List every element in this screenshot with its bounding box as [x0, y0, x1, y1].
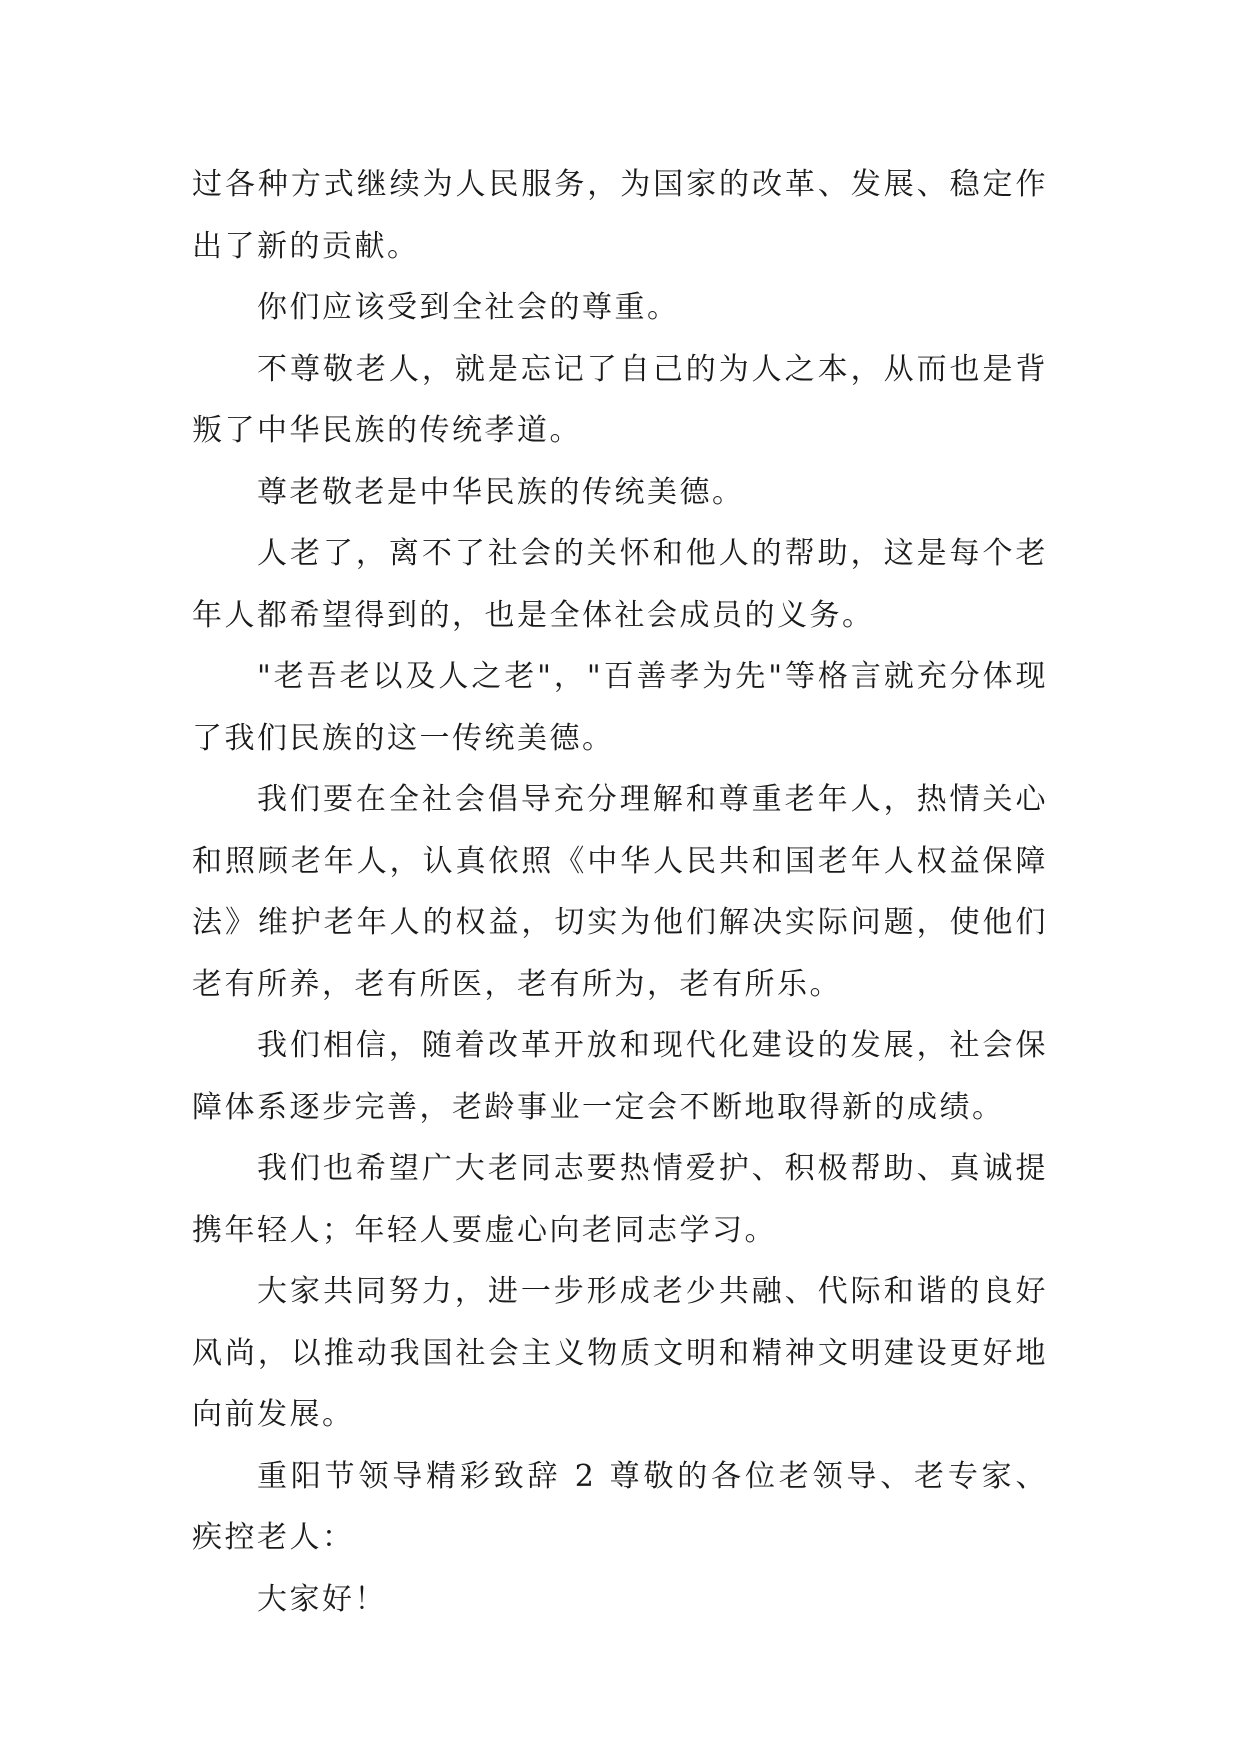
- paragraph: 我们相信，随着改革开放和现代化建设的发展，社会保障体系逐步完善，老龄事业一定会不断地取得新的成绩。: [192, 1028, 1048, 1125]
- paragraph: 尊老敬老是中华民族的传统美德。: [257, 474, 745, 510]
- paragraph: 不尊敬老人，就是忘记了自己的为人之本，从而也是背叛了中华民族的传统孝道。: [192, 351, 1048, 448]
- paragraph: 你们应该受到全社会的尊重。: [257, 290, 680, 325]
- paragraph: 我们也希望广大老同志要热情爱护、积极帮助、真诚提携年轻人；年轻人要虚心向老同志学习。: [192, 1151, 1048, 1248]
- paragraph: 大家共同努力，进一步形成老少共融、代际和谐的良好风尚，以推动我国社会主义物质文明和精神文明建设更好地向前发展。: [192, 1274, 1048, 1432]
- paragraph: 我们要在全社会倡导充分理解和尊重老年人，热情关心和照顾老年人，认真依照《中华人民共和国老年人权益保障法》维护老年人的权益，切实为他们解决实际问题，使他们老有所养，老有所医，老有所为，老有所乐。: [192, 782, 1048, 1002]
- paragraph-continuation: 过各种方式继续为人民服务，为国家的改革、发展、稳定作出了新的贡献。: [192, 167, 1048, 264]
- paragraph: "老吾老以及人之老"，"百善孝为先"等格言就充分体现了我们民族的这一传统美德。: [192, 659, 1048, 756]
- greeting: 大家好！: [257, 1581, 387, 1617]
- paragraph-heading: 重阳节领导精彩致辞 2 尊敬的各位老领导、老专家、疾控老人：: [192, 1458, 1048, 1555]
- paragraph: 人老了，离不了社会的关怀和他人的帮助，这是每个老年人都希望得到的，也是全体社会成员的义务。: [192, 536, 1048, 633]
- document-body: [192, 154, 1048, 1630]
